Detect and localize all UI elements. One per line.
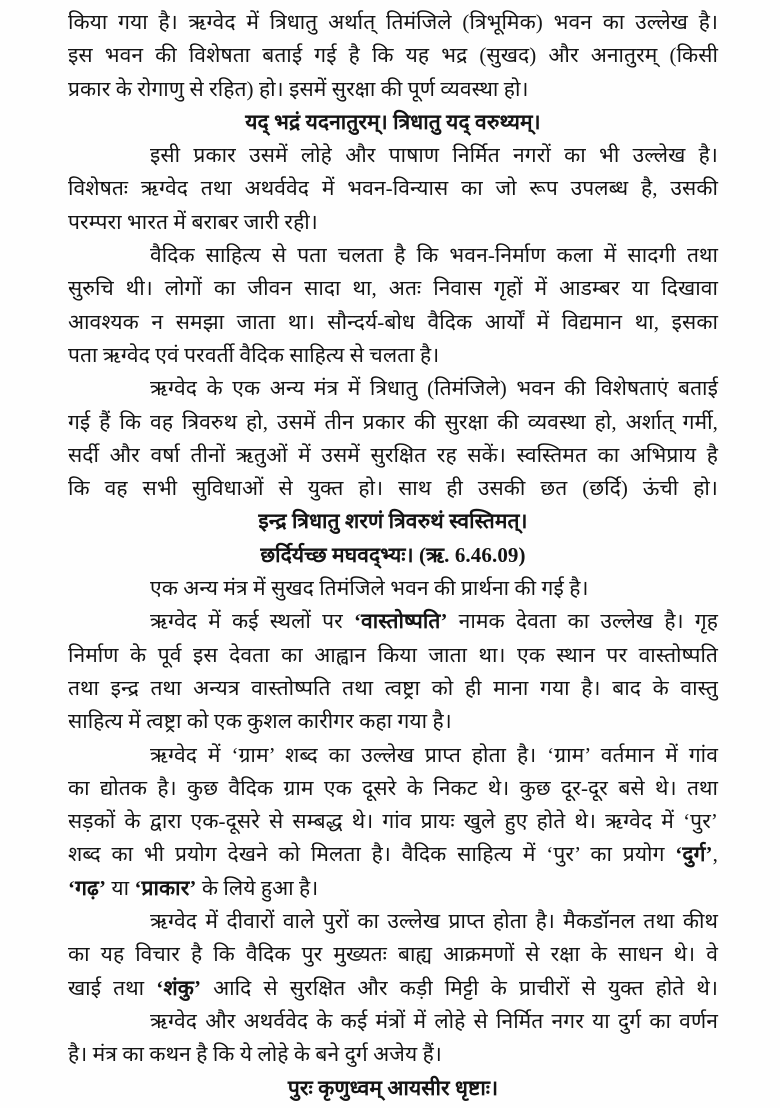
text-segment: का द्योतक है। कुछ वैदिक ग्राम एक दूसरे के निकट थे। कुछ दूर-दूर बसे थे। तथा bbox=[68, 775, 718, 800]
text-column bbox=[68, 6, 718, 1105]
text-line bbox=[68, 372, 718, 405]
text-segment: पता ऋग्वेद एवं परवर्ती वैदिक साहित्य से चलता है। bbox=[68, 342, 440, 367]
text-line bbox=[68, 705, 718, 738]
text-line bbox=[68, 739, 718, 772]
text-segment: है। मंत्र का कथन है कि ये लोहे के बने दुर्ग अजेय हैं। bbox=[68, 1042, 442, 1067]
text-segment: निर्माण के पूर्व इस देवता का आह्वान किया जाता था। एक स्थान पर वास्तोष्पति bbox=[68, 642, 718, 667]
emphasized-text: यद् भद्रं यदनातुरम्। त्रिधातु यद् वरुथ्यम्। bbox=[245, 109, 541, 134]
text-line bbox=[68, 938, 718, 971]
text-line bbox=[68, 672, 718, 705]
verse-line bbox=[68, 505, 718, 538]
text-line bbox=[68, 439, 718, 472]
text-segment: विशेषतः ऋग्वेद तथा अथर्ववेद में भवन-विन्यास का जो रूप उपलब्ध है, उसकी bbox=[68, 176, 718, 201]
text-segment: साहित्य में त्वष्ट्रा को एक कुशल कारीगर कहा गया है। bbox=[68, 709, 452, 734]
text-segment: , bbox=[712, 842, 718, 867]
text-segment: ऋग्वेद के एक अन्य मंत्र में त्रिधातु (तिमंजिले) भवन की विशेषताएं बताई bbox=[150, 376, 718, 401]
text-segment: शब्द का भी प्रयोग देखने को मिलता है। वैदिक साहित्य में ‘पुर’ का प्रयोग bbox=[68, 842, 676, 867]
text-line bbox=[68, 139, 718, 172]
text-segment: ऋग्वेद में दीवारों वाले पुरों का उल्लेख प्राप्त होता है। मैकडॉनल तथा कीथ bbox=[150, 909, 718, 934]
text-segment: नामक देवता का उल्लेख है। गृह bbox=[447, 609, 718, 634]
text-line bbox=[68, 838, 718, 871]
text-segment: इसी प्रकार उसमें लोहे और पाषाण निर्मित नगरों का भी उल्लेख है। bbox=[150, 143, 718, 168]
emphasized-text: ‘दुर्ग’ bbox=[675, 842, 713, 867]
text-line bbox=[68, 406, 718, 439]
text-line bbox=[68, 339, 718, 372]
emphasized-text: ‘गढ़’ bbox=[68, 875, 107, 900]
text-segment: ऋग्वेद और अथर्ववेद के कई मंत्रों में लोहे से निर्मित नगर या दुर्ग का वर्णन bbox=[150, 1008, 718, 1033]
text-line bbox=[68, 905, 718, 938]
text-segment: आदि से सुरक्षित और कड़ी मिट्टी के प्राचीरों से युक्त होते थे। bbox=[201, 975, 718, 1000]
text-line bbox=[68, 1038, 718, 1071]
text-segment: सड़कों के द्वारा एक-दूसरे से सम्बद्ध थे। गांव प्रायः खुले हुए होते थे। ऋग्वेद में ‘पुर’ bbox=[68, 809, 718, 834]
text-segment: एक अन्य मंत्र में सुखद तिमंजिले भवन की प्रार्थना की गई है। bbox=[150, 576, 589, 601]
text-segment: गई हैं कि वह त्रिवरुथ हो, उसमें तीन प्रकार की सुरक्षा की व्यवस्था हो, अर्शात् गर्मी, bbox=[68, 409, 718, 434]
text-line bbox=[68, 306, 718, 339]
verse-line bbox=[68, 1072, 718, 1105]
text-segment: परम्परा भारत में बराबर जारी रही। bbox=[68, 209, 318, 234]
text-segment: आवश्यक न समझा जाता था। सौन्दर्य-बोध वैदिक आर्यों में विद्यमान था, इसका bbox=[68, 309, 718, 334]
text-segment: खाई तथा bbox=[68, 975, 157, 1000]
text-line bbox=[68, 605, 718, 638]
text-segment: प्रकार के रोगाणु से रहित) हो। इसमें सुरक्षा की पूर्ण व्यवस्था हो। bbox=[68, 76, 529, 101]
emphasized-text: पुरः कृणुध्वम् आयसीर धृष्टाः। bbox=[287, 1075, 499, 1100]
verse-line bbox=[68, 539, 718, 572]
emphasized-text: इन्द्र त्रिधातु शरणं त्रिवरुथं स्वस्तिमत्। bbox=[258, 509, 528, 534]
verse-line bbox=[68, 106, 718, 139]
text-segment: किया गया है। ऋग्वेद में त्रिधातु अर्थात् तिमंजिले (त्रिभूमिक) भवन का उल्लेख है। bbox=[68, 10, 718, 34]
emphasized-text: ‘शंकु’ bbox=[156, 975, 202, 1000]
text-segment: वैदिक साहित्य से पता चलता है कि भवन-निर्माण कला में सादगी तथा bbox=[150, 243, 718, 268]
text-line bbox=[68, 639, 718, 672]
text-line bbox=[68, 6, 718, 39]
text-line bbox=[68, 972, 718, 1005]
text-segment: ऋग्वेद में ‘ग्राम’ शब्द का उल्लेख प्राप्त होता है। ‘ग्राम’ वर्तमान में गांव bbox=[150, 742, 718, 767]
emphasized-text: ‘वास्तोष्पति’ bbox=[353, 609, 448, 634]
text-line bbox=[68, 872, 718, 905]
text-line bbox=[68, 772, 718, 805]
text-line bbox=[68, 206, 718, 239]
text-line bbox=[68, 172, 718, 205]
emphasized-text: छर्दिर्यच्छ मघवद्भ्यः। (ऋ. 6.46.09) bbox=[260, 542, 526, 567]
text-line bbox=[68, 572, 718, 605]
text-segment: के लिये हुआ है। bbox=[196, 875, 319, 900]
text-segment: का यह विचार है कि वैदिक पुर मुख्यतः बाह्य आक्रमणों से रक्षा के साधन थे। वे bbox=[68, 942, 718, 967]
text-line bbox=[68, 73, 718, 106]
emphasized-text: ‘प्राकार’ bbox=[134, 875, 197, 900]
text-segment: कि वह सभी सुविधाओं से युक्त हो। साथ ही उसकी छत (छर्दि) ऊंची हो। bbox=[68, 476, 718, 501]
text-segment: सर्दी और वर्षा तीनों ऋतुओं में उसमें सुरक्षित रह सकें। स्वस्तिमत का अभिप्राय है bbox=[68, 442, 718, 467]
text-segment: इस भवन की विशेषता बताई गई है कि यह भद्र (सुखद) और अनातुरम् (किसी bbox=[68, 43, 718, 68]
text-segment: सुरुचि थी। लोगों का जीवन सादा था, अतः निवास गृहों में आडम्बर या दिखावा bbox=[68, 276, 718, 301]
text-segment: या bbox=[106, 875, 135, 900]
text-line bbox=[68, 1005, 718, 1038]
text-line bbox=[68, 805, 718, 838]
text-line bbox=[68, 39, 718, 72]
text-line bbox=[68, 472, 718, 505]
text-line bbox=[68, 272, 718, 305]
text-segment: ऋग्वेद में कई स्थलों पर bbox=[150, 609, 354, 634]
text-segment: तथा इन्द्र तथा अन्यत्र वास्तोष्पति तथा त्वष्ट्रा को ही माना गया है। बाद के वास्तु bbox=[68, 675, 718, 700]
text-line bbox=[68, 239, 718, 272]
